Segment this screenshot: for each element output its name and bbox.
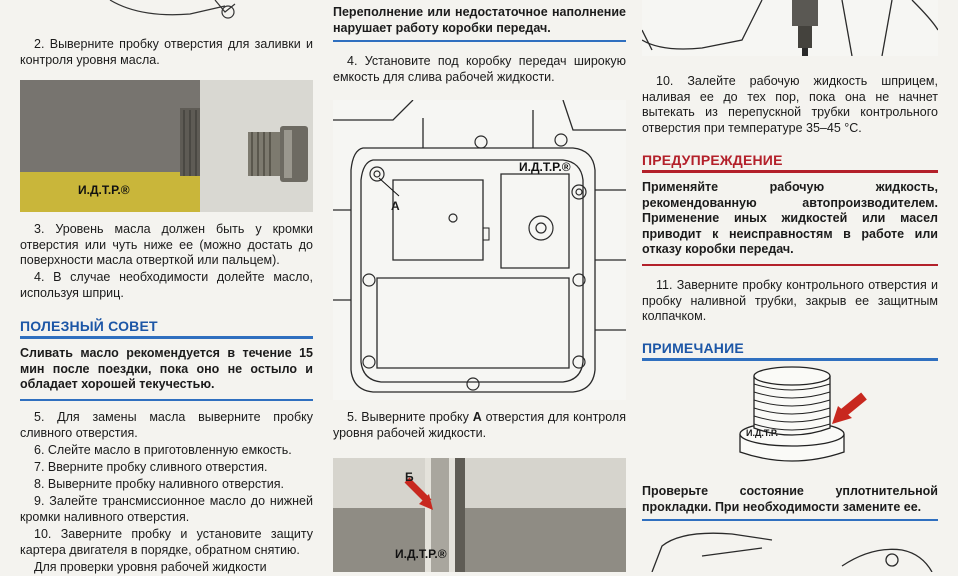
step-10-text: 10. Заверните пробку и установите защиту картера двигателя в порядке, обратном снятию. <box>20 527 313 557</box>
step-5-plug-label: А <box>472 410 482 424</box>
photo2-watermark: И.Д.Т.Р.® <box>395 547 447 561</box>
label-a: А <box>391 199 400 213</box>
label-b: Б <box>405 470 414 484</box>
tip-box <box>20 318 313 401</box>
photo-watermark: И.Д.Т.Р.® <box>78 183 130 197</box>
diagram-lines <box>20 0 313 28</box>
note-text: Проверьте состояние уплотнительной прокладки. При необходимости замените ее. <box>642 484 938 514</box>
tip-title: ПОЛЕЗНЫЙ СОВЕТ <box>20 318 158 334</box>
step-10-text: 10. Залейте рабочую жидкость шприцем, наливая ее до тех пор, пока она не начнет вытекать из перепускной трубки контрольного отверстия при температуре 35–45 °С. <box>642 74 938 135</box>
control-hole-photo-drawing <box>333 458 626 572</box>
drain-plug-photo <box>20 80 313 212</box>
note-title: ПРИМЕЧАНИЕ <box>642 340 744 356</box>
step-2-text: 2. Выверните пробку отверстия для заливки и контроля уровня масла. <box>20 37 313 67</box>
step-4-text: 4. Установите под коробку передач широкую емкость для слива рабочей жидкости. <box>333 54 626 84</box>
step-3-text: 3. Уровень масла должен быть у кромки отверстия или чуть ниже ее (можно достать до поверхности масла отверткой или пальцем). <box>20 222 313 267</box>
step-11-text: 11. Заверните пробку контрольного отверстия и пробку наливной трубки, закрыв ее защитным колпачком. <box>642 278 938 323</box>
warning-title: ПРЕДУПРЕЖДЕНИЕ <box>642 152 783 168</box>
warning-bottom-rule <box>642 264 938 266</box>
warning-rule <box>642 170 938 173</box>
step-5-text <box>333 410 626 441</box>
step-4-text: 4. В случае необходимости долейте масло, используя шприц. <box>20 270 313 300</box>
step-5-post: отверстия для контроля уровня рабочей жидкости. <box>333 410 626 440</box>
plug-gasket-drawing <box>642 362 938 478</box>
step-5-pre: 5. Выверните пробку <box>347 410 473 424</box>
tip-rule <box>20 336 313 339</box>
transmission-pan-drawing <box>333 100 626 400</box>
note-box <box>642 340 938 361</box>
step-cut-text: Для проверки уровня рабочей жидкости <box>34 560 267 574</box>
bottom-diagram-svg <box>642 526 938 572</box>
control-hole-photo <box>333 458 626 572</box>
step-5-text: 5. Для замены масла выверните пробку сливного отверстия. <box>20 410 313 440</box>
warning-bottom-rule <box>333 40 626 42</box>
step-9-text: 9. Залейте трансмиссионное масло до нижней кромки наливного отверстия. <box>20 494 313 524</box>
diagram-watermark: И.Д.Т.Р.® <box>519 160 571 174</box>
warning-box <box>642 152 938 266</box>
step-6-text: 6. Слейте масло в приготовленную емкость. <box>34 443 292 457</box>
syringe-diagram <box>642 0 938 56</box>
bottom-diagram-fragment <box>642 526 938 572</box>
warning-text: Применяйте рабочую жидкость, рекомендованную автопроизводителем. Применение иных жидкостей или масел приводит к неисправностям в работе или отказу коробки передач. <box>642 180 938 256</box>
plug-gasket-svg <box>642 362 938 478</box>
step-7-text: 7. Вверните пробку сливного отверстия. <box>34 460 268 474</box>
tip-bottom-rule <box>20 399 313 401</box>
tip-text: Сливать масло рекомендуется в течение 15 мин после поездки, пока оно не остыло и обладает хорошей текучестью. <box>20 346 313 391</box>
note-rule <box>642 358 938 361</box>
top-diagram-fragment <box>20 0 313 28</box>
transmission-pan-diagram <box>333 100 626 400</box>
syringe-drawing <box>642 0 938 56</box>
warning-continuation-text: Переполнение или недостаточное наполнение нарушает работу коробки передач. <box>333 5 626 35</box>
plug-watermark: И.Д.Т.Р. <box>746 428 779 438</box>
step-8-text: 8. Выверните пробку наливного отверстия. <box>34 477 285 491</box>
drain-plug-photo-drawing <box>20 80 313 212</box>
note-bottom-rule <box>642 519 938 521</box>
